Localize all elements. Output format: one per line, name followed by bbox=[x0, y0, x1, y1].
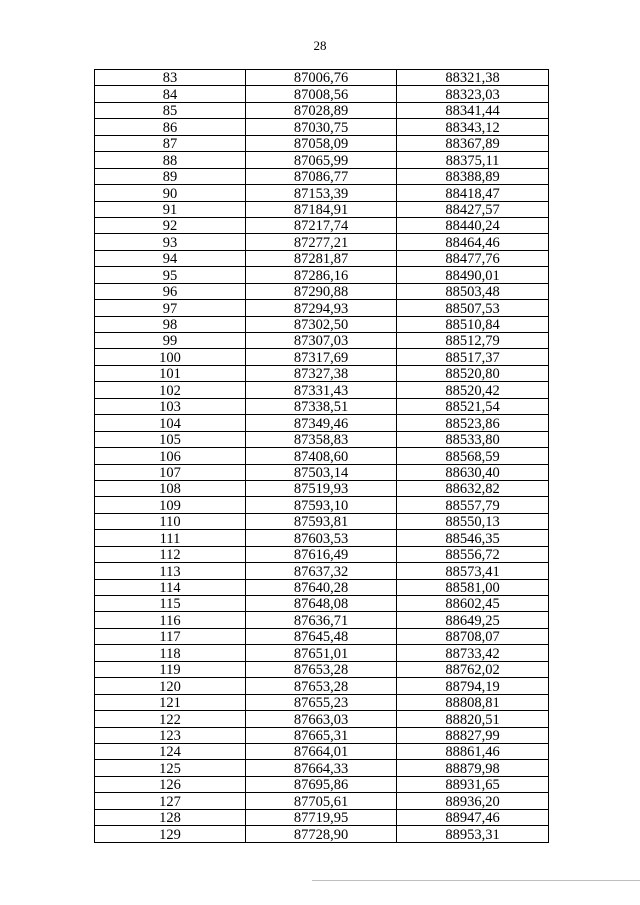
y-coordinate-cell: 88490,01 bbox=[397, 267, 549, 283]
table-row bbox=[95, 760, 549, 776]
point-number-cell: 124 bbox=[95, 743, 246, 759]
point-number-cell: 100 bbox=[95, 349, 246, 365]
y-coordinate-cell: 88517,37 bbox=[397, 349, 549, 365]
point-number-cell: 94 bbox=[95, 250, 246, 266]
x-coordinate-cell: 87217,74 bbox=[246, 217, 397, 233]
point-number-cell: 102 bbox=[95, 382, 246, 398]
point-number-cell: 84 bbox=[95, 86, 246, 102]
point-number-cell: 87 bbox=[95, 135, 246, 151]
y-coordinate-cell: 88418,47 bbox=[397, 185, 549, 201]
y-coordinate-cell: 88953,31 bbox=[397, 826, 549, 842]
y-coordinate-cell: 88649,25 bbox=[397, 612, 549, 628]
x-coordinate-cell: 87286,16 bbox=[246, 267, 397, 283]
x-coordinate-cell: 87663,03 bbox=[246, 711, 397, 727]
x-coordinate-cell: 87294,93 bbox=[246, 300, 397, 316]
y-coordinate-cell: 88550,13 bbox=[397, 513, 549, 529]
point-number-cell: 111 bbox=[95, 530, 246, 546]
point-number-cell: 125 bbox=[95, 760, 246, 776]
point-number-cell: 115 bbox=[95, 596, 246, 612]
x-coordinate-cell: 87640,28 bbox=[246, 579, 397, 595]
table-row bbox=[95, 316, 549, 332]
page-number: 28 bbox=[313, 38, 327, 53]
point-number-cell: 104 bbox=[95, 415, 246, 431]
y-coordinate-cell: 88794,19 bbox=[397, 678, 549, 694]
x-coordinate-cell: 87637,32 bbox=[246, 563, 397, 579]
coordinates-table bbox=[94, 69, 549, 843]
x-coordinate-cell: 87290,88 bbox=[246, 283, 397, 299]
table-row bbox=[95, 185, 549, 201]
y-coordinate-cell: 88341,44 bbox=[397, 102, 549, 118]
x-coordinate-cell: 87593,81 bbox=[246, 513, 397, 529]
point-number-cell: 118 bbox=[95, 645, 246, 661]
x-coordinate-cell: 87058,09 bbox=[246, 135, 397, 151]
point-number-cell: 120 bbox=[95, 678, 246, 694]
y-coordinate-cell: 88557,79 bbox=[397, 497, 549, 513]
table-body bbox=[95, 70, 549, 843]
table-row bbox=[95, 513, 549, 529]
x-coordinate-cell: 87307,03 bbox=[246, 333, 397, 349]
y-coordinate-cell: 88503,48 bbox=[397, 283, 549, 299]
y-coordinate-cell: 88632,82 bbox=[397, 480, 549, 496]
x-coordinate-cell: 87358,83 bbox=[246, 431, 397, 447]
y-coordinate-cell: 88367,89 bbox=[397, 135, 549, 151]
point-number-cell: 126 bbox=[95, 776, 246, 792]
point-number-cell: 121 bbox=[95, 694, 246, 710]
y-coordinate-cell: 88630,40 bbox=[397, 464, 549, 480]
point-number-cell: 114 bbox=[95, 579, 246, 595]
y-coordinate-cell: 88733,42 bbox=[397, 645, 549, 661]
table-row bbox=[95, 448, 549, 464]
table-row bbox=[95, 168, 549, 184]
table-row bbox=[95, 645, 549, 661]
y-coordinate-cell: 88861,46 bbox=[397, 743, 549, 759]
table-row bbox=[95, 530, 549, 546]
table-row bbox=[95, 694, 549, 710]
y-coordinate-cell: 88510,84 bbox=[397, 316, 549, 332]
point-number-cell: 123 bbox=[95, 727, 246, 743]
y-coordinate-cell: 88546,35 bbox=[397, 530, 549, 546]
y-coordinate-cell: 88523,86 bbox=[397, 415, 549, 431]
table-row bbox=[95, 727, 549, 743]
table-row bbox=[95, 431, 549, 447]
table-row bbox=[95, 826, 549, 842]
y-coordinate-cell: 88440,24 bbox=[397, 217, 549, 233]
x-coordinate-cell: 87719,95 bbox=[246, 809, 397, 825]
table-row bbox=[95, 234, 549, 250]
x-coordinate-cell: 87593,10 bbox=[246, 497, 397, 513]
x-coordinate-cell: 87302,50 bbox=[246, 316, 397, 332]
y-coordinate-cell: 88573,41 bbox=[397, 563, 549, 579]
table-row bbox=[95, 596, 549, 612]
point-number-cell: 92 bbox=[95, 217, 246, 233]
x-coordinate-cell: 87636,71 bbox=[246, 612, 397, 628]
x-coordinate-cell: 87030,75 bbox=[246, 119, 397, 135]
y-coordinate-cell: 88820,51 bbox=[397, 711, 549, 727]
point-number-cell: 98 bbox=[95, 316, 246, 332]
table-row bbox=[95, 678, 549, 694]
table-row bbox=[95, 333, 549, 349]
y-coordinate-cell: 88762,02 bbox=[397, 661, 549, 677]
table-row bbox=[95, 152, 549, 168]
table-row bbox=[95, 711, 549, 727]
y-coordinate-cell: 88533,80 bbox=[397, 431, 549, 447]
table-row bbox=[95, 135, 549, 151]
y-coordinate-cell: 88602,45 bbox=[397, 596, 549, 612]
x-coordinate-cell: 87645,48 bbox=[246, 628, 397, 644]
point-number-cell: 101 bbox=[95, 365, 246, 381]
y-coordinate-cell: 88556,72 bbox=[397, 546, 549, 562]
x-coordinate-cell: 87153,39 bbox=[246, 185, 397, 201]
table-row bbox=[95, 563, 549, 579]
point-number-cell: 128 bbox=[95, 809, 246, 825]
point-number-cell: 110 bbox=[95, 513, 246, 529]
point-number-cell: 93 bbox=[95, 234, 246, 250]
table-row bbox=[95, 119, 549, 135]
point-number-cell: 112 bbox=[95, 546, 246, 562]
y-coordinate-cell: 88427,57 bbox=[397, 201, 549, 217]
table-row bbox=[95, 283, 549, 299]
x-coordinate-cell: 87277,21 bbox=[246, 234, 397, 250]
y-coordinate-cell: 88520,42 bbox=[397, 382, 549, 398]
x-coordinate-cell: 87184,91 bbox=[246, 201, 397, 217]
table-row bbox=[95, 250, 549, 266]
table-row bbox=[95, 497, 549, 513]
table-row bbox=[95, 661, 549, 677]
table-row bbox=[95, 415, 549, 431]
table-row bbox=[95, 612, 549, 628]
point-number-cell: 97 bbox=[95, 300, 246, 316]
x-coordinate-cell: 87695,86 bbox=[246, 776, 397, 792]
x-coordinate-cell: 87331,43 bbox=[246, 382, 397, 398]
point-number-cell: 129 bbox=[95, 826, 246, 842]
x-coordinate-cell: 87349,46 bbox=[246, 415, 397, 431]
x-coordinate-cell: 87665,31 bbox=[246, 727, 397, 743]
table-row bbox=[95, 776, 549, 792]
table-row bbox=[95, 365, 549, 381]
point-number-cell: 86 bbox=[95, 119, 246, 135]
point-number-cell: 105 bbox=[95, 431, 246, 447]
point-number-cell: 88 bbox=[95, 152, 246, 168]
y-coordinate-cell: 88521,54 bbox=[397, 398, 549, 414]
table-row bbox=[95, 86, 549, 102]
y-coordinate-cell: 88808,81 bbox=[397, 694, 549, 710]
table-row bbox=[95, 579, 549, 595]
y-coordinate-cell: 88464,46 bbox=[397, 234, 549, 250]
table-row bbox=[95, 102, 549, 118]
x-coordinate-cell: 87086,77 bbox=[246, 168, 397, 184]
x-coordinate-cell: 87651,01 bbox=[246, 645, 397, 661]
x-coordinate-cell: 87317,69 bbox=[246, 349, 397, 365]
table-row bbox=[95, 628, 549, 644]
y-coordinate-cell: 88477,76 bbox=[397, 250, 549, 266]
x-coordinate-cell: 87008,56 bbox=[246, 86, 397, 102]
y-coordinate-cell: 88708,07 bbox=[397, 628, 549, 644]
table-row bbox=[95, 70, 549, 86]
point-number-cell: 127 bbox=[95, 793, 246, 809]
y-coordinate-cell: 88375,11 bbox=[397, 152, 549, 168]
x-coordinate-cell: 87603,53 bbox=[246, 530, 397, 546]
table-row bbox=[95, 398, 549, 414]
x-coordinate-cell: 87327,38 bbox=[246, 365, 397, 381]
x-coordinate-cell: 87519,93 bbox=[246, 480, 397, 496]
y-coordinate-cell: 88568,59 bbox=[397, 448, 549, 464]
table-row bbox=[95, 480, 549, 496]
point-number-cell: 119 bbox=[95, 661, 246, 677]
table-row bbox=[95, 201, 549, 217]
y-coordinate-cell: 88507,53 bbox=[397, 300, 549, 316]
x-coordinate-cell: 87281,87 bbox=[246, 250, 397, 266]
table-row bbox=[95, 267, 549, 283]
point-number-cell: 109 bbox=[95, 497, 246, 513]
y-coordinate-cell: 88520,80 bbox=[397, 365, 549, 381]
point-number-cell: 113 bbox=[95, 563, 246, 579]
y-coordinate-cell: 88388,89 bbox=[397, 168, 549, 184]
x-coordinate-cell: 87503,14 bbox=[246, 464, 397, 480]
y-coordinate-cell: 88936,20 bbox=[397, 793, 549, 809]
x-coordinate-cell: 87006,76 bbox=[246, 70, 397, 86]
x-coordinate-cell: 87728,90 bbox=[246, 826, 397, 842]
x-coordinate-cell: 87653,28 bbox=[246, 678, 397, 694]
table-row bbox=[95, 809, 549, 825]
y-coordinate-cell: 88581,00 bbox=[397, 579, 549, 595]
table-row bbox=[95, 743, 549, 759]
point-number-cell: 106 bbox=[95, 448, 246, 464]
point-number-cell: 95 bbox=[95, 267, 246, 283]
x-coordinate-cell: 87338,51 bbox=[246, 398, 397, 414]
x-coordinate-cell: 87648,08 bbox=[246, 596, 397, 612]
point-number-cell: 85 bbox=[95, 102, 246, 118]
table-row bbox=[95, 382, 549, 398]
point-number-cell: 91 bbox=[95, 201, 246, 217]
point-number-cell: 96 bbox=[95, 283, 246, 299]
y-coordinate-cell: 88827,99 bbox=[397, 727, 549, 743]
x-coordinate-cell: 87655,23 bbox=[246, 694, 397, 710]
y-coordinate-cell: 88931,65 bbox=[397, 776, 549, 792]
table-row bbox=[95, 793, 549, 809]
x-coordinate-cell: 87705,61 bbox=[246, 793, 397, 809]
x-coordinate-cell: 87664,01 bbox=[246, 743, 397, 759]
point-number-cell: 83 bbox=[95, 70, 246, 86]
y-coordinate-cell: 88323,03 bbox=[397, 86, 549, 102]
x-coordinate-cell: 87408,60 bbox=[246, 448, 397, 464]
y-coordinate-cell: 88947,46 bbox=[397, 809, 549, 825]
y-coordinate-cell: 88343,12 bbox=[397, 119, 549, 135]
table-row bbox=[95, 464, 549, 480]
point-number-cell: 103 bbox=[95, 398, 246, 414]
point-number-cell: 116 bbox=[95, 612, 246, 628]
table-row bbox=[95, 217, 549, 233]
x-coordinate-cell: 87653,28 bbox=[246, 661, 397, 677]
x-coordinate-cell: 87616,49 bbox=[246, 546, 397, 562]
point-number-cell: 89 bbox=[95, 168, 246, 184]
point-number-cell: 99 bbox=[95, 333, 246, 349]
table-row bbox=[95, 546, 549, 562]
point-number-cell: 117 bbox=[95, 628, 246, 644]
table-row bbox=[95, 349, 549, 365]
x-coordinate-cell: 87065,99 bbox=[246, 152, 397, 168]
point-number-cell: 108 bbox=[95, 480, 246, 496]
x-coordinate-cell: 87664,33 bbox=[246, 760, 397, 776]
point-number-cell: 107 bbox=[95, 464, 246, 480]
footer-divider bbox=[312, 880, 640, 881]
point-number-cell: 122 bbox=[95, 711, 246, 727]
table-row bbox=[95, 300, 549, 316]
y-coordinate-cell: 88321,38 bbox=[397, 70, 549, 86]
y-coordinate-cell: 88879,98 bbox=[397, 760, 549, 776]
y-coordinate-cell: 88512,79 bbox=[397, 333, 549, 349]
point-number-cell: 90 bbox=[95, 185, 246, 201]
x-coordinate-cell: 87028,89 bbox=[246, 102, 397, 118]
